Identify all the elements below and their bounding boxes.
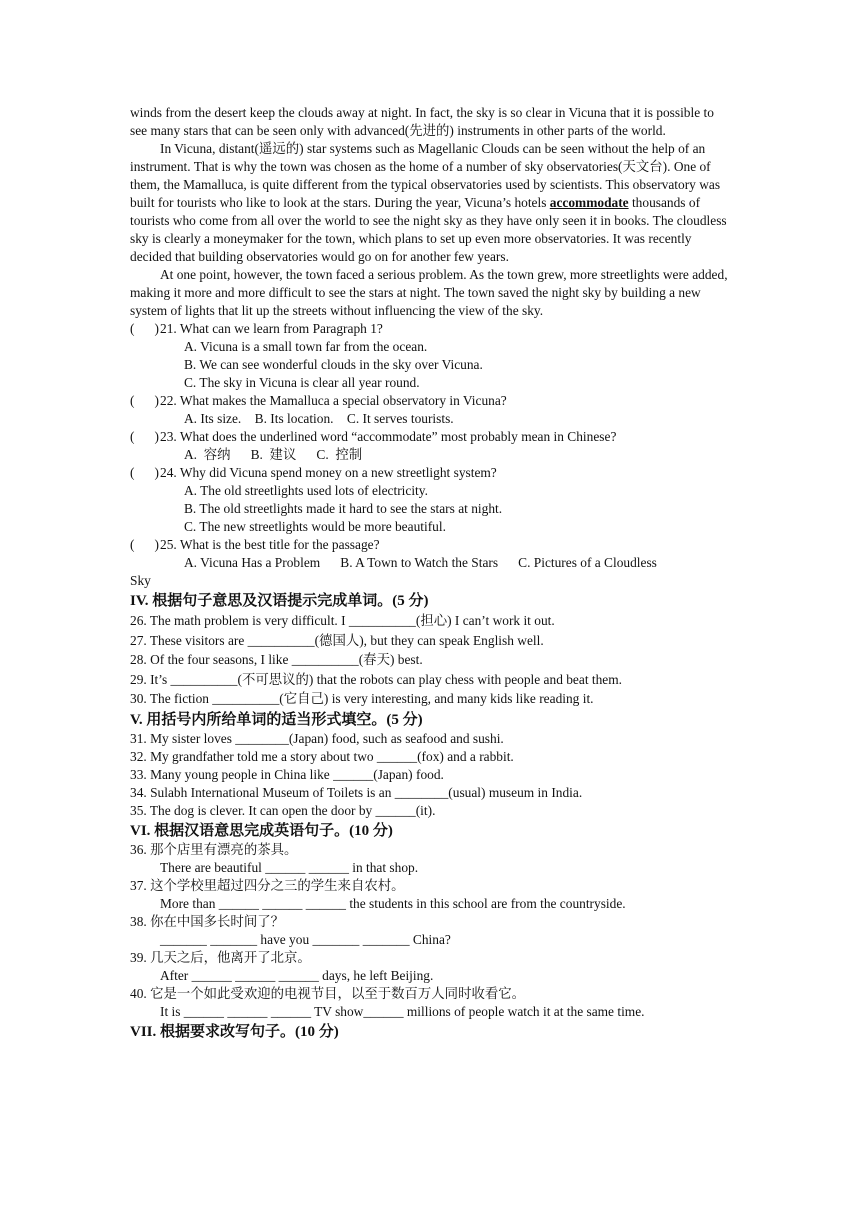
- translate-item-37-en: More than ______ ______ ______ the students in this school are from the countryside.: [160, 895, 626, 911]
- question-text: 21. What can we learn from Paragraph 1?: [160, 321, 383, 336]
- p2-text-after: thousands of tourists who come from all over the world to see the night sky as they have only seen it in books. The cloudless sky is clearly a moneymaker for the town, which plans to set up even more observatories. It was recently decided that building observatories would go on for another few years.: [130, 195, 727, 264]
- options-row: A. Its size. B. Its location. C. It serves tourists.: [184, 411, 454, 426]
- translate-item-39-cn: 39. 几天之后，他离开了北京。: [130, 949, 311, 965]
- translate-item-40-en: It is ______ ______ ______ TV show______ millions of people watch it at the same time.: [160, 1003, 645, 1019]
- translate-item-38-cn: 38. 你在中国多长时间了？: [130, 913, 284, 929]
- translate-item-36-cn: 36. 那个店里有漂亮的茶具。: [130, 841, 298, 857]
- fill-item-31: 31. My sister loves ________(Japan) food, such as seafood and sushi.: [130, 730, 504, 746]
- section-5-title: V. 用括号内所给单词的适当形式填空。(5 分): [130, 711, 423, 728]
- p2-text-before: In Vicuna, distant(遥远的) star systems such as Magellanic Clouds can be seen without the help of an instrument. That is why the town was chosen as the home of a number of sky observatories(天文台). One of them, the Mamalluca, is quite different from the typical observatories used by scientists. This observatory was built for tourists who like to look at the stars. During the year, Vicuna’s hotels: [130, 141, 721, 210]
- options-row: A. Vicuna Has a Problem B. A Town to Watch the Stars C. Pictures of a Cloudless: [184, 555, 657, 570]
- fill-item-35: 35. The dog is clever. It can open the door by ______(it).: [130, 802, 436, 818]
- option-b: B. The old streetlights made it hard to see the stars at night.: [184, 501, 503, 516]
- question-23: [130, 428, 730, 446]
- fill-item-30: 30. The fiction __________(它自己) is very interesting, and many kids like reading it.: [130, 691, 594, 706]
- question-text: 23. What does the underlined word “accommodate” most probably mean in Chinese?: [160, 429, 617, 444]
- section-6-title: VI. 根据汉语意思完成英语句子。(10 分): [130, 822, 393, 839]
- answer-blank[interactable]: ( ): [130, 321, 160, 336]
- passage-paragraph-2: [130, 140, 730, 266]
- fill-item-33: 33. Many young people in China like ______(Japan) food.: [130, 766, 444, 782]
- options-row: A. 容纳 B. 建议 C. 控制: [184, 447, 363, 462]
- question-25: [130, 536, 730, 554]
- answer-blank[interactable]: ( ): [130, 429, 160, 444]
- options-row-wrap: Sky: [130, 573, 151, 588]
- option-c: C. The sky in Vicuna is clear all year round.: [184, 375, 420, 390]
- option-a: A. The old streetlights used lots of electricity.: [184, 483, 428, 498]
- underlined-word: accommodate: [549, 195, 629, 210]
- option-c: C. The new streetlights would be more beautiful.: [184, 519, 446, 534]
- answer-blank[interactable]: ( ): [130, 537, 160, 552]
- question-21: [130, 320, 730, 338]
- question-text: 22. What makes the Mamalluca a special observatory in Vicuna?: [160, 393, 507, 408]
- fill-item-27: 27. These visitors are __________(德国人), but they can speak English well.: [130, 632, 544, 648]
- fill-item-26: 26. The math problem is very difficult. I __________(担心) I can’t work it out.: [130, 613, 555, 628]
- option-b: B. We can see wonderful clouds in the sky over Vicuna.: [184, 357, 483, 372]
- section-7-title: VII. 根据要求改写句子。(10 分): [130, 1023, 339, 1040]
- translate-item-37-cn: 37. 这个学校里超过四分之三的学生来自农村。: [130, 877, 405, 893]
- exam-content: [130, 104, 730, 1042]
- answer-blank[interactable]: ( ): [130, 465, 160, 480]
- passage-paragraph-3: At one point, however, the town faced a serious problem. As the town grew, more streetlights were added, making it more and more difficult to see the stars at night. The town saved the night sky by building a new system of lights that lit up the streets without influencing the view of the sky.: [130, 267, 728, 318]
- translate-item-38-en: _______ _______ have you _______ _______ China?: [160, 931, 451, 947]
- fill-item-34: 34. Sulabh International Museum of Toilets is an ________(usual) museum in India.: [130, 784, 583, 800]
- question-22: [130, 392, 730, 410]
- translate-item-36-en: There are beautiful ______ ______ in that shop.: [160, 859, 419, 875]
- option-a: A. Vicuna is a small town far from the ocean.: [184, 339, 428, 354]
- translate-item-40-cn: 40. 它是一个如此受欢迎的电视节目，以至于数百万人同时收看它。: [130, 985, 526, 1001]
- fill-item-29: 29. It’s __________(不可思议的) that the robots can play chess with people and beat them.: [130, 671, 623, 687]
- fill-item-28: 28. Of the four seasons, I like __________(春天) best.: [130, 652, 423, 667]
- section-4-title: IV. 根据句子意思及汉语提示完成单词。(5 分): [130, 593, 429, 609]
- question-text: 24. Why did Vicuna spend money on a new streetlight system?: [160, 465, 497, 480]
- translate-item-39-en: After ______ ______ ______ days, he left Beijing.: [160, 967, 434, 983]
- fill-item-32: 32. My grandfather told me a story about two ______(fox) and a rabbit.: [130, 748, 514, 764]
- question-24: [130, 464, 730, 482]
- passage-paragraph-1: winds from the desert keep the clouds away at night. In fact, the sky is so clear in Vicuna that it is possible to see many stars that can be seen only with advanced(先进的) instruments in other parts of the world.: [130, 105, 714, 138]
- answer-blank[interactable]: ( ): [130, 393, 160, 408]
- question-text: 25. What is the best title for the passage?: [160, 537, 380, 552]
